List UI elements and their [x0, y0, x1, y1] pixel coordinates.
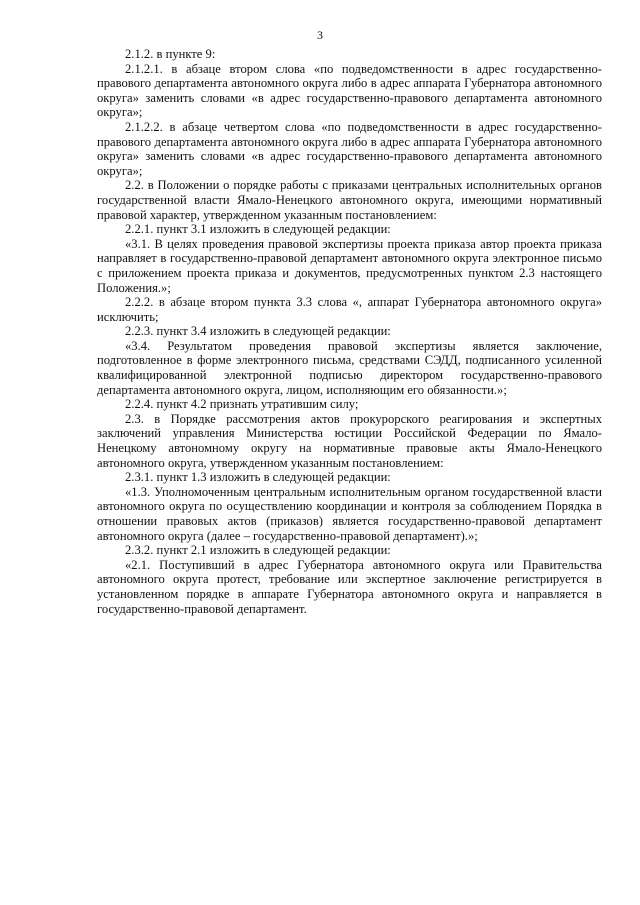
paragraph-quote-3-1: «3.1. В целях проведения правовой экспертизы проекта приказа автор проекта приказа направляет в государственно-правовой департамент автономного округа электронное письмо с приложением проекта приказа и документов, предусмотренных пунктом 2.3 настоящего Положения.»;: [97, 236, 602, 295]
paragraph-2-1-2-2: 2.1.2.2. в абзаце четвертом слова «по подведомственности в адрес государственно-правового департамента автономного округа либо в адрес аппарата Губернатора автономного округа» заменить словами «в адрес государственно-правового департамента автономного округа»;: [97, 119, 602, 178]
paragraph-2-1-2-1: 2.1.2.1. в абзаце втором слова «по подведомственности в адрес государственно-правового департамента автономного округа либо в адрес аппарата Губернатора автономного округа» заменить словами «в адрес государственно-правового департамента автономного округа»;: [97, 61, 602, 120]
paragraph-quote-2-1: «2.1. Поступивший в адрес Губернатора автономного округа или Правительства автономного округа протест, требование или экспертное заключение регистрируется в установленном порядке в аппарате Губернатора автономного округа и направляется в государственно-правовой департамент.: [97, 557, 602, 616]
paragraph-2-3-1: 2.3.1. пункт 1.3 изложить в следующей редакции:: [125, 470, 391, 485]
paragraph-2-2-4: 2.2.4. пункт 4.2 признать утратившим силу;: [125, 397, 359, 412]
page-number: 3: [317, 28, 323, 42]
document-body: [97, 47, 602, 616]
paragraph-2-2-1: 2.2.1. пункт 3.1 изложить в следующей редакции:: [125, 222, 391, 237]
paragraph-quote-3-4: «3.4. Результатом проведения правовой экспертизы является заключение, подготовленное в форме электронного письма, средствами СЭДД, подписанного усиленной квалифицированной электронной подписью директором государственно-правового департамента автономного округа, лицом, исполняющим его обязанности.»;: [97, 338, 602, 397]
paragraph-2-3: 2.3. в Порядке рассмотрения актов прокурорского реагирования и экспертных заключений управления Министерства юстиции Российской Федерации по Ямало-Ненецкому автономному округу на нормативные правовые акты Ямало-Ненецкого автономного округа, утвержденном указанным постановлением:: [97, 411, 602, 470]
paragraph-quote-1-3: «1.3. Уполномоченным центральным исполнительным органом государственной власти автономного округа по осуществлению координации и контроля за соблюдением Порядка в отношении правовых актов (приказов) является государственно-правовой департамент автономного округа (далее – государственно-правовой департамент).»;: [97, 484, 602, 543]
paragraph-2-3-2: 2.3.2. пункт 2.1 изложить в следующей редакции:: [125, 543, 391, 558]
paragraph-2-2-3: 2.2.3. пункт 3.4 изложить в следующей редакции:: [125, 324, 391, 339]
paragraph-2-2-2: 2.2.2. в абзаце втором пункта 3.3 слова «, аппарат Губернатора автономного округа» исключить;: [97, 295, 602, 324]
paragraph-2-2: 2.2. в Положении о порядке работы с приказами центральных исполнительных органов государственной власти Ямало-Ненецкого автономного округа, имеющими нормативный правовой характер, утвержденном указанным постановлением:: [97, 178, 602, 222]
paragraph-2-1-2: 2.1.2. в пункте 9:: [125, 47, 216, 61]
